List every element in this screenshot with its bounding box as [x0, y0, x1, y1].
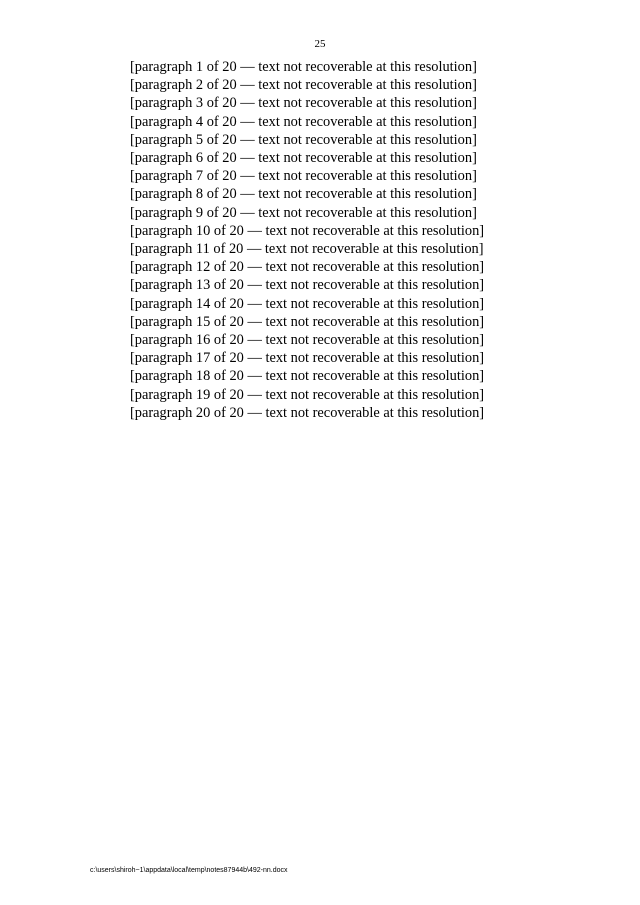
paragraph-14: [paragraph 15 of 20 — text not recoverable at this resolution]: [130, 313, 485, 330]
paragraph-clause-2-3-4: [paragraph 5 of 20 — text not recoverable at this resolution]: [130, 131, 477, 148]
paragraph-section-3-3-2: [paragraph 12 of 20 — text not recoverable at this resolution]: [130, 259, 485, 276]
paragraph-decision-form: [paragraph 3 of 20 — text not recoverable at this resolution]: [130, 95, 477, 112]
document-body: [90, 58, 612, 422]
paragraph-17: [paragraph 18 of 20 — text not recoverable at this resolution]: [130, 368, 485, 385]
paragraph-issues-receipt: [paragraph 11 of 20 — text not recoverable at this resolution]: [130, 241, 484, 258]
paragraph-prepares-draft-decision: [paragraph 1 of 20 — text not recoverable at this resolution]: [130, 59, 477, 75]
paragraph-15: [paragraph 16 of 20 — text not recoverable at this resolution]: [130, 332, 485, 349]
paragraph-section-3-3-heading: [paragraph 8 of 20 — text not recoverable at this resolution]: [130, 186, 477, 203]
page-number: 25: [314, 38, 326, 50]
paragraph-13: [paragraph 14 of 20 — text not recoverable at this resolution]: [130, 295, 485, 312]
paragraph-checks-correctness: [paragraph 10 of 20 — text not recoverable at this resolution]: [130, 222, 485, 239]
paragraph-max-term: [paragraph 4 of 20 — text not recoverable at this resolution]: [130, 113, 477, 130]
paragraph-clause-2-3-5: [paragraph 7 of 20 — text not recoverable at this resolution]: [130, 168, 477, 185]
paragraph-section-3-3-3: [paragraph 13 of 20 — text not recoverable at this resolution]: [130, 277, 485, 294]
paragraph-16: [paragraph 17 of 20 — text not recoverable at this resolution]: [130, 350, 485, 367]
file-path-footer: c:\users\shiroh~1\appdata\local\temp\notes87944b\492-nn.docx: [90, 867, 288, 874]
paragraph-quoted-specialist: [paragraph 6 of 20 — text not recoverable at this resolution]: [130, 150, 477, 167]
paragraph-section-3-3-1: [paragraph 9 of 20 — text not recoverable at this resolution]: [130, 204, 477, 221]
paragraph-18: [paragraph 19 of 20 — text not recoverable at this resolution]: [130, 386, 485, 403]
paragraph-19: [paragraph 20 of 20 — text not recoverable at this resolution]: [130, 404, 485, 421]
paragraph-refusal-grounds: [paragraph 2 of 20 — text not recoverable at this resolution]: [130, 77, 477, 94]
